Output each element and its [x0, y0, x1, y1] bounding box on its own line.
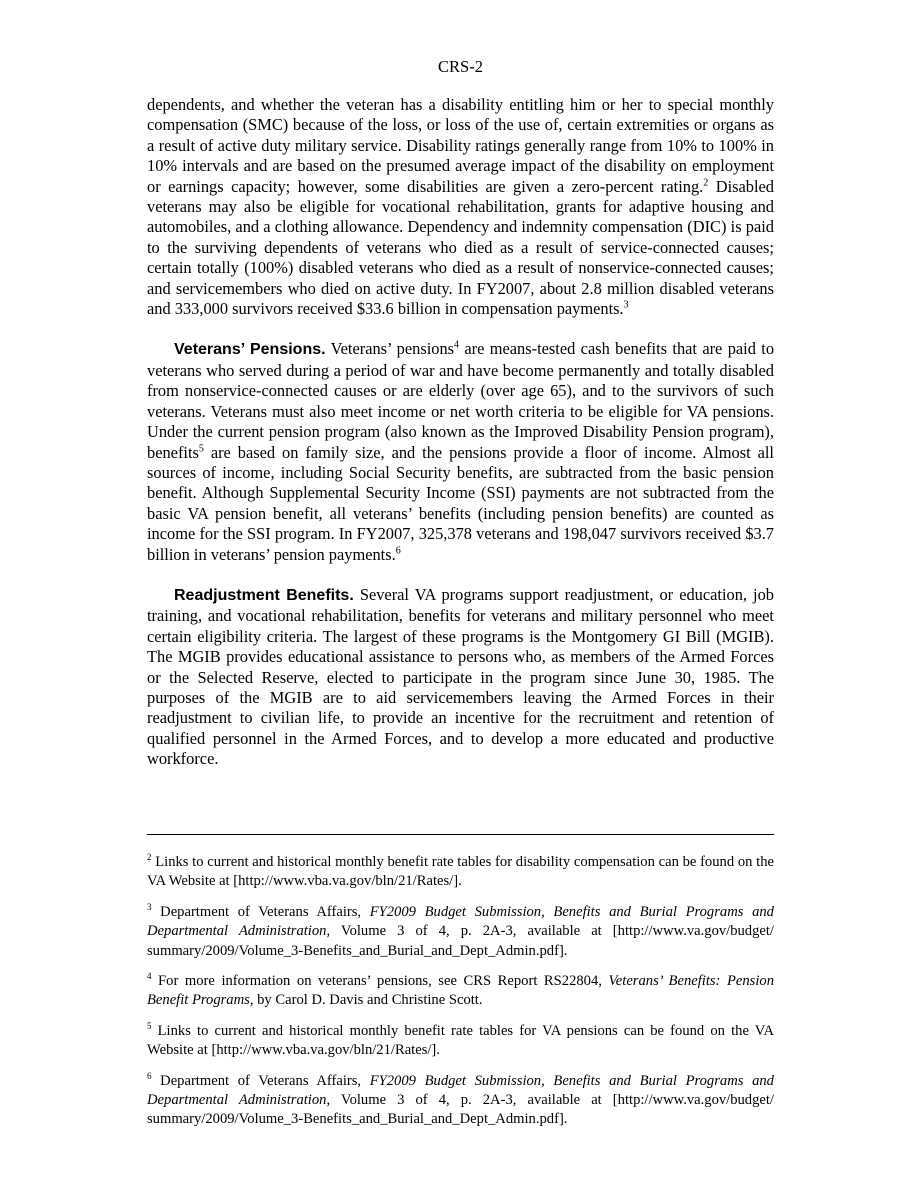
footnote-text: Links to current and historical monthly benefit rate tables for VA pensions can be found on the VA Website at [http://www.vba.va.gov/bln/21/Rates/].: [147, 1022, 774, 1059]
section-heading-readjustment: Readjustment Benefits.: [174, 586, 354, 604]
footnote-ref[interactable]: 4: [454, 340, 460, 351]
footnote-number: 3: [147, 901, 152, 912]
footnote-ref[interactable]: 5: [198, 443, 204, 455]
footnote-ref[interactable]: 6: [395, 545, 401, 557]
footnote-title: Veterans’ Benefits: Pension Benefit Programs: [147, 973, 774, 1009]
footnote-text: Department of Veterans Affairs,: [151, 903, 370, 920]
paragraph-text: are based on family size, and the pensions provide a floor of income. Almost all sources of income, including Social Security benefits, are subtracted from the basic pension benefit. Although Supplemental Security Income (SSI) payments are not subtracted from the basic VA pension benefit, all veterans’ benefits (including pension benefits) are counted as income for the SSI program. In FY2007, 325,378 veterans and 198,047 survivors received $3.7 billion in veterans’ pension payments.: [147, 442, 774, 564]
footnotes: [147, 853, 774, 1141]
page-header: CRS-2: [438, 57, 483, 76]
footnote-text: For more information on veterans’ pensions, see CRS Report RS22804,: [151, 973, 609, 990]
footnote: [147, 853, 774, 892]
footnote-separator: [147, 834, 774, 835]
paragraph-compensation: [147, 95, 774, 319]
footnote-number: 2: [147, 852, 152, 863]
paragraph-text: are means-tested cash benefits that are paid to veterans who served during a period of war and have become permanently and totally disabled from nonservice-connected causes or are elderly (over age 65), and to the survivors of such veterans. Veterans must also meet income or net worth criteria to be eligible for VA pensions. Under the current pension program (also known as the Improved Disability Pension program), benefits: [147, 339, 775, 462]
footnote-text: Department of Veterans Affairs,: [151, 1072, 370, 1089]
footnote-title: FY2009 Budget Submission, Benefits and Burial Programs and Departmental Administration: [147, 903, 774, 940]
footnote-ref[interactable]: 3: [623, 299, 629, 311]
paragraph-text: dependents, and whether the veteran has a disability entitling him or her to special monthly compensation (SMC) because of the loss, or loss of the use of, certain extremities or organs as a result of active duty military service. Disability ratings generally range from 10% to 100% in 10% intervals and are based on the presumed average impact of the disability on employment or earnings capacity; however, some disabilities are given a zero-percent rating.: [147, 95, 774, 196]
footnote-text: , by Carol D. Davis and Christine Scott.: [249, 992, 483, 1009]
footnote-text: Links to current and historical monthly benefit rate tables for disability compensation can be found on the VA Website at [http://www.vba.va.gov/bln/21/Rates/].: [147, 854, 774, 890]
footnote: [147, 1022, 774, 1061]
footnote-text: , Volume 3 of 4, p. 2A-3, available at [http://www.va.gov/budget/ summary/2009/Volume_3-Benefits_and_Burial_and_Dept_Admin.pdf].: [147, 1092, 774, 1128]
footnote-ref[interactable]: 2: [703, 177, 709, 189]
paragraph-pensions: [147, 339, 774, 564]
footnote: [147, 1072, 774, 1130]
footnote: [147, 972, 774, 1011]
body-text: [147, 95, 774, 790]
footnote: [147, 903, 774, 961]
paragraph-text: Disabled veterans may also be eligible for vocational rehabilitation, grants for adaptive housing and automobiles, and a clothing allowance. Dependency and indemnity compensation (DIC) is paid to the surviving dependents of veterans who died as a result of service-connected causes; certain totally (100%) disabled veterans who died as a result of nonservice-connected causes; and servicemembers who died on active duty. In FY2007, about 2.8 million disabled veterans and 333,000 survivors received $33.6 billion in compensation payments.: [147, 176, 774, 319]
paragraph-text: Several VA programs support readjustment, or education, job training, and vocational rehabilitation, benefits for veterans and military personnel who meet certain eligibility criteria. The largest of these programs is the Montgomery GI Bill (MGIB). The MGIB provides educational assistance to persons who, as members of the Armed Forces or the Selected Reserve, elected to participate in the program since June 30, 1985. The purposes of the MGIB are to aid servicemembers leaving the Armed Forces in their readjustment to civilian life, to provide an incentive for the recruitment and retention of qualified personnel in the Armed Forces, and to develop a more educated and productive workforce.: [147, 584, 775, 769]
footnote-number: 6: [147, 1070, 152, 1081]
section-heading-pensions: Veterans’ Pensions.: [174, 341, 326, 359]
paragraph-text: Veterans’ pensions: [325, 339, 455, 359]
paragraph-readjustment: [147, 585, 774, 770]
footnote-title: FY2009 Budget Submission, Benefits and Burial Programs and Departmental Administration: [147, 1072, 774, 1109]
footnote-text: , Volume 3 of 4, p. 2A-3, available at [http://www.va.gov/budget/ summary/2009/Volume_3-Benefits_and_Burial_and_Dept_Admin.pdf].: [147, 923, 774, 959]
footnote-number: 5: [147, 1020, 152, 1031]
footnote-number: 4: [147, 971, 152, 982]
